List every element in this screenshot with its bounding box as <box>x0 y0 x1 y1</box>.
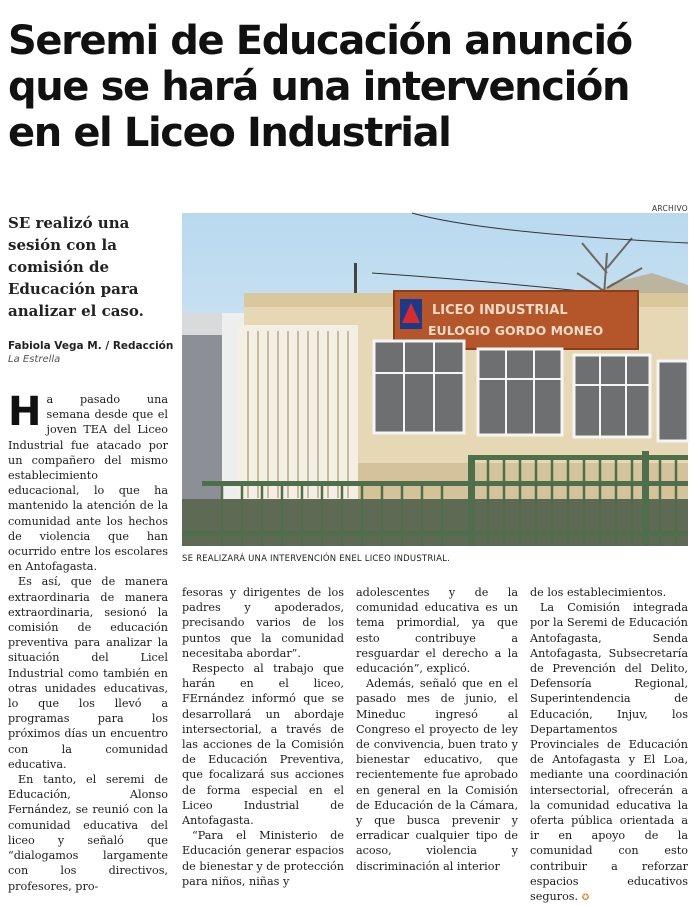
paragraph <box>8 389 168 574</box>
sign-line-2: EULOGIO GORDO MONEO <box>428 323 604 338</box>
paragraph: Respecto al trabajo que harán en el liceo, FErnández informó que se desarrollará un abordaje intersectorial, a través de las acciones de la Comisión de Educación Preventiva, que focalizará sus acciones de forma especial en el Liceo Industrial de Antofagasta. <box>182 662 344 828</box>
drop-cap: H <box>8 389 42 435</box>
headline <box>8 18 688 156</box>
paragraph <box>530 600 688 906</box>
paragraph: de los establecimientos. <box>530 586 667 599</box>
photo-caption: SE REALIZARÁ UNA INTERVENCIÓN ENEL LICEO INDUSTRIAL. <box>182 554 450 564</box>
body-column-2 <box>182 585 344 889</box>
body-column-3 <box>356 585 518 874</box>
paragraph-text: a pasado una semana desde que el joven TEA del Liceo Industrial fue atacado por un compañero del mismo establecimiento educacional, lo que ha mantenido la atención de la comunidad ante los hechos de violencia que han ocurrido entre los escolares en Antofagasta. <box>8 393 168 574</box>
paragraph: Además, señaló que en el pasado mes de junio, el Mineduc ingresó al Congreso el proyecto de ley de convivencia, buen trato y bienestar educativo, que recientemente fue aprobado en general en la Comisión de Educación de la Cámara, y que busca prevenir y erradicar cualquier tipo de acoso, violencia y discriminación al interior <box>356 677 518 873</box>
body-column-4 <box>530 585 688 906</box>
headline-line-1: Seremi de Educación anunció <box>8 18 632 64</box>
paragraph: Es así, que de manera extraordinaria de manera extraordinaria, sesionó la comisión de educación preventiva para analizar la situación del Licel Industrial como también en otras unidades educativas, lo que los llevó a programas para los próximos días un encuentro con la comunidad educativa. <box>8 575 168 771</box>
paragraph: “Para el Ministerio de Educación generar espacios de bienestar y de protección para niños, niñas y <box>182 829 344 888</box>
paragraph: adolescentes y de la comunidad educativa es un tema primordial, ya que esto contribuye a resguardar el derecho a la educación”, explicó. <box>356 586 518 676</box>
headline-line-2: que se hará una intervención <box>8 64 630 110</box>
paragraph: En tanto, el seremi de Educación, Alonso Fernández, se reunió con la comunidad educativa del liceo y señaló que “dialogamos largamente con los directivos, profesores, pro- <box>8 773 168 893</box>
headline-line-3: en el Liceo Industrial <box>8 110 451 156</box>
school-photo <box>182 213 688 546</box>
paragraph: fesoras y dirigentes de los padres y apoderados, precisando varios de los puntos que la comunidad necesitaba abordar”. <box>182 586 344 660</box>
byline-author: Fabiola Vega M. / Redacción <box>8 340 174 352</box>
sign-line-1: LICEO INDUSTRIAL <box>432 303 568 318</box>
kicker: SE realizó una sesión con la comisión de Educación para analizar el caso. <box>8 214 144 320</box>
byline-source: La Estrella <box>8 354 61 365</box>
body-column-1 <box>8 389 168 894</box>
end-mark-icon: ✪ <box>581 893 590 904</box>
photo-credit: ARCHIVO <box>651 204 688 213</box>
paragraph-text: La Comisión integrada por la Seremi de Educación Antofagasta, Senda Antofagasta, Subsecretaría de Prevención del Delito, Defensoría Regional, Superintendencia de Educación, Injuv, los Departamentos Provinciales de Educación de Antofagasta y El Loa, mediante una coordinación intersectorial, ofrecerán a la comunidad educativa la oferta pública orientada a ir en apoyo de la comunidad con esto contribuir a reforzar espacios educativos seguros. <box>530 601 688 904</box>
